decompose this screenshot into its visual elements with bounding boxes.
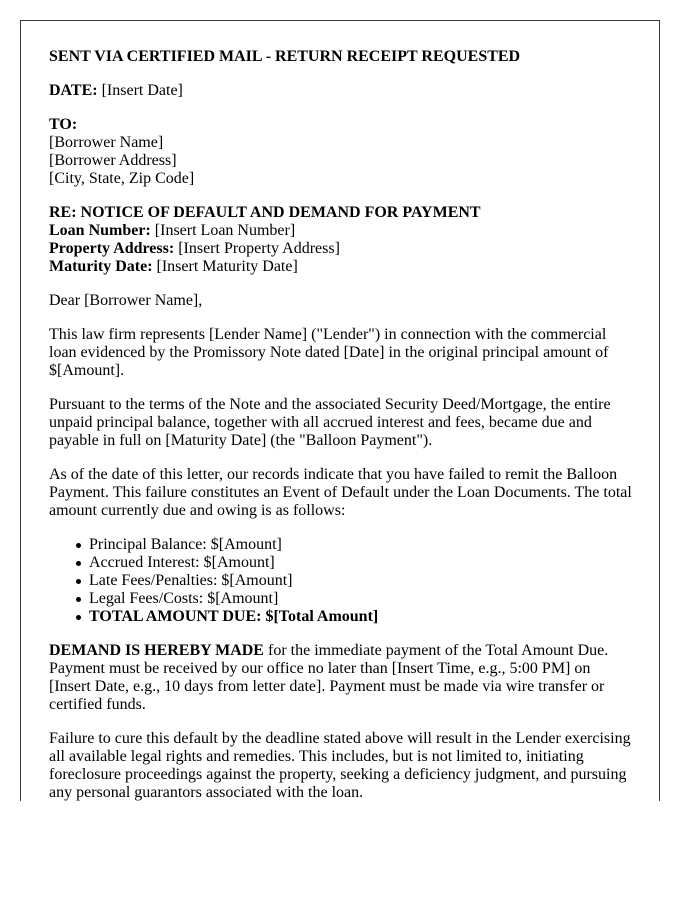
bullet-icon	[76, 543, 81, 548]
intro-line: loan evidenced by the Promissory Note dated [Date] in the original principal amount of	[49, 344, 609, 361]
bullet-icon	[76, 597, 81, 602]
acceleration-line: payable in full on [Maturity Date] (the "Balloon Payment").	[49, 432, 433, 449]
date-value: [Insert Date]	[97, 82, 183, 99]
letter-content	[49, 48, 639, 801]
recipient-block	[49, 116, 639, 188]
intro-line: This law firm represents [Lender Name] ("Lender") in connection with the commercial	[49, 326, 607, 343]
maturity-date-label: Maturity Date:	[49, 258, 153, 275]
bullet-icon	[76, 579, 81, 584]
mail-notice	[49, 48, 639, 66]
amount-item-interest	[89, 554, 639, 572]
recipient-address: [Borrower Address]	[49, 152, 177, 169]
recipient-city-state-zip: [City, State, Zip Code]	[49, 170, 195, 187]
demand-line: Payment must be received by our office no later than [Insert Time, e.g., 5:00 PM] on	[49, 660, 591, 677]
total-amount-text: TOTAL AMOUNT DUE: $[Total Amount]	[89, 608, 379, 625]
letter-page	[20, 20, 660, 801]
acceleration-line: Pursuant to the terms of the Note and the associated Security Deed/Mortgage, the entire	[49, 396, 611, 413]
consequences-line: Failure to cure this default by the deadline stated above will result in the Lender exercising	[49, 730, 631, 747]
salutation-text: Dear [Borrower Name],	[49, 292, 203, 309]
to-label: TO:	[49, 116, 78, 133]
demand-line: [Insert Date, e.g., 10 days from letter date]. Payment must be made via wire transfer or	[49, 678, 605, 695]
intro-paragraph	[49, 326, 639, 380]
consequences-line: all available legal rights and remedies. This includes, but is not limited to, initiating	[49, 748, 584, 765]
loan-number-value: [Insert Loan Number]	[150, 222, 296, 239]
acceleration-line: unpaid principal balance, together with all accrued interest and fees, became due and	[49, 414, 592, 431]
default-line: Payment. This failure constitutes an Event of Default under the Loan Documents. The total	[49, 484, 632, 501]
loan-number-field	[49, 222, 639, 240]
consequences-line: foreclosure proceedings against the property, seeking a deficiency judgment, and pursuing	[49, 766, 627, 783]
amount-item-legal-fees	[89, 590, 639, 608]
amounts-due-list	[49, 536, 639, 626]
maturity-date-field	[49, 258, 639, 276]
property-address-label: Property Address:	[49, 240, 175, 257]
demand-lead: DEMAND IS HEREBY MADE	[49, 642, 264, 659]
property-address-value: [Insert Property Address]	[174, 240, 340, 257]
amount-text: Principal Balance: $[Amount]	[89, 536, 282, 553]
salutation	[49, 292, 639, 310]
recipient-name: [Borrower Name]	[49, 134, 164, 151]
intro-line: $[Amount].	[49, 362, 125, 379]
subject-line: RE: NOTICE OF DEFAULT AND DEMAND FOR PAYMENT	[49, 204, 481, 221]
property-address-field	[49, 240, 639, 258]
consequences-paragraph	[49, 730, 639, 801]
date-label: DATE:	[49, 82, 98, 99]
default-line: amount currently due and owing is as follows:	[49, 502, 346, 519]
bullet-icon	[76, 615, 81, 620]
amount-text: Legal Fees/Costs: $[Amount]	[89, 590, 279, 607]
reference-block	[49, 204, 639, 276]
consequences-line: any personal guarantors associated with the loan.	[49, 784, 364, 801]
default-line: As of the date of this letter, our records indicate that you have failed to remit the Balloon	[49, 466, 618, 483]
mail-notice-text: SENT VIA CERTIFIED MAIL - RETURN RECEIPT REQUESTED	[49, 48, 521, 65]
date-block	[49, 82, 639, 100]
acceleration-paragraph	[49, 396, 639, 450]
loan-number-label: Loan Number:	[49, 222, 151, 239]
amount-text: Accrued Interest: $[Amount]	[89, 554, 275, 571]
maturity-date-value: [Insert Maturity Date]	[152, 258, 298, 275]
demand-paragraph	[49, 642, 639, 714]
amount-item-late-fees	[89, 572, 639, 590]
amount-text: Late Fees/Penalties: $[Amount]	[89, 572, 293, 589]
amount-item-principal	[89, 536, 639, 554]
demand-line: certified funds.	[49, 696, 146, 713]
demand-first-line: for the immediate payment of the Total Amount Due.	[263, 642, 609, 659]
default-paragraph	[49, 466, 639, 520]
amount-item-total	[89, 608, 639, 626]
bullet-icon	[76, 561, 81, 566]
